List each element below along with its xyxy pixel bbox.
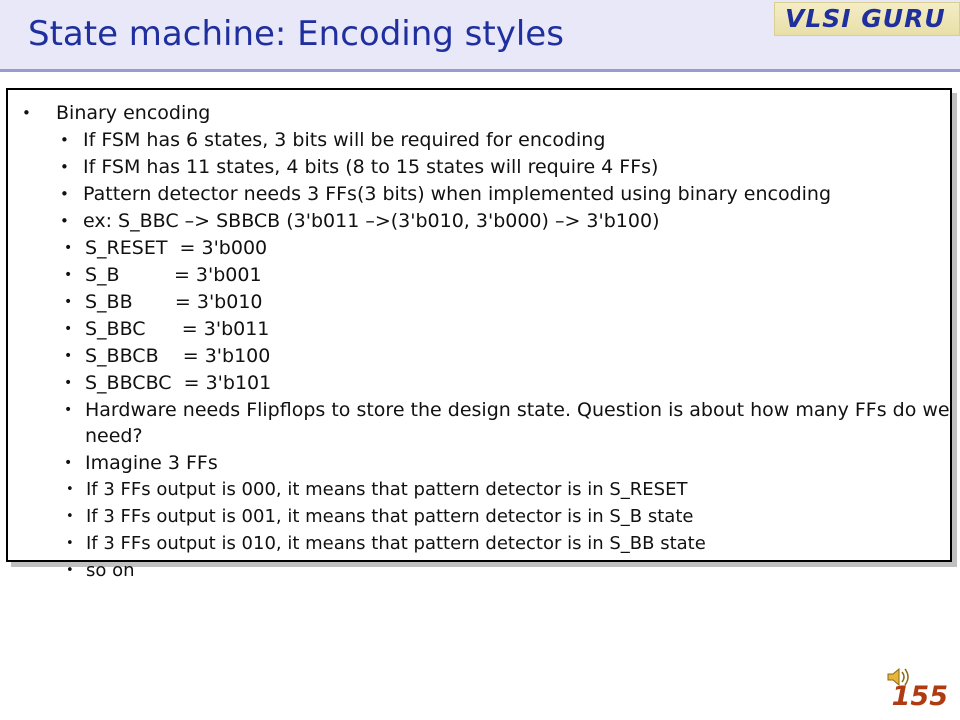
list-item: [46, 208, 950, 234]
slide-header: [0, 0, 960, 72]
list-item: [48, 235, 950, 261]
bullet-icon: •: [64, 348, 73, 364]
list-item-label: If 3 FFs output is 001, it means that pattern detector is in S_B state: [86, 506, 694, 527]
list-item-label: Binary encoding: [56, 102, 211, 124]
state-encoding-s-bbcb: S_BBCB = 3'b100: [85, 345, 271, 367]
page-title: State machine: Encoding styles: [28, 14, 564, 54]
bullet-list-level-2: [46, 127, 950, 234]
bullet-icon: •: [66, 482, 74, 497]
list-item: [50, 558, 950, 584]
bullet-icon: •: [22, 104, 31, 122]
bullet-list-level-4: [50, 477, 950, 584]
list-item: [48, 262, 950, 288]
bullet-icon: •: [66, 509, 74, 524]
list-item: [46, 181, 950, 207]
list-item: [46, 154, 950, 180]
list-item-label: If 3 FFs output is 000, it means that pattern detector is in S_RESET: [86, 479, 688, 500]
state-encoding-s-reset: S_RESET = 3'b000: [85, 237, 268, 259]
bullet-icon: •: [64, 321, 73, 337]
bullet-icon: •: [64, 402, 73, 418]
list-item-label: If FSM has 11 states, 4 bits (8 to 15 states will require 4 FFs): [83, 156, 659, 178]
list-item: [48, 289, 950, 315]
list-item: [50, 504, 950, 530]
bullet-icon: •: [64, 240, 73, 256]
list-item-label: Imagine 3 FFs: [85, 452, 218, 474]
slide-content-box: [6, 88, 952, 581]
bullet-icon: •: [64, 294, 73, 310]
bullet-list-level-1: [18, 100, 950, 126]
list-item: [18, 100, 950, 126]
bullet-icon: •: [60, 185, 69, 203]
list-item: [48, 343, 950, 369]
list-item: [48, 370, 950, 396]
page-number: 155: [891, 681, 948, 712]
list-item-label: If FSM has 6 states, 3 bits will be required for encoding: [83, 129, 606, 151]
list-item-label: ex: S_BBC –> SBBCB (3'b011 –>(3'b010, 3'b000) –> 3'b100): [83, 210, 660, 232]
bullet-icon: •: [60, 212, 69, 230]
bullet-icon: •: [66, 536, 74, 551]
list-item-label: Pattern detector needs 3 FFs(3 bits) when implemented using binary encoding: [83, 183, 832, 205]
logo-text: VLSI GURU: [785, 4, 946, 33]
list-item: [46, 127, 950, 153]
list-item: [50, 531, 950, 557]
list-item: [48, 316, 950, 342]
bullet-icon: •: [64, 455, 73, 471]
state-encoding-s-b: S_B = 3'b001: [85, 264, 262, 286]
vlsi-guru-logo: [774, 2, 960, 36]
list-item-label: If 3 FFs output is 010, it means that pattern detector is in S_BB state: [86, 533, 706, 554]
bullet-icon: •: [64, 267, 73, 283]
list-item: [48, 450, 950, 476]
bullet-icon: •: [60, 131, 69, 149]
state-encoding-s-bb: S_BB = 3'b010: [85, 291, 263, 313]
list-item: [50, 477, 950, 503]
bullet-list-level-3: [48, 235, 950, 476]
state-encoding-s-bbc: S_BBC = 3'b011: [85, 318, 270, 340]
state-encoding-s-bbcbc: S_BBCBC = 3'b101: [85, 372, 272, 394]
list-item-label: Hardware needs Flipflops to store the design state. Question is about how many FFs do we need?: [85, 399, 950, 447]
list-item: [48, 397, 950, 449]
bullet-icon: •: [64, 375, 73, 391]
bullet-icon: •: [60, 158, 69, 176]
bullet-icon: •: [66, 563, 74, 578]
list-item-label: so on: [86, 560, 135, 581]
